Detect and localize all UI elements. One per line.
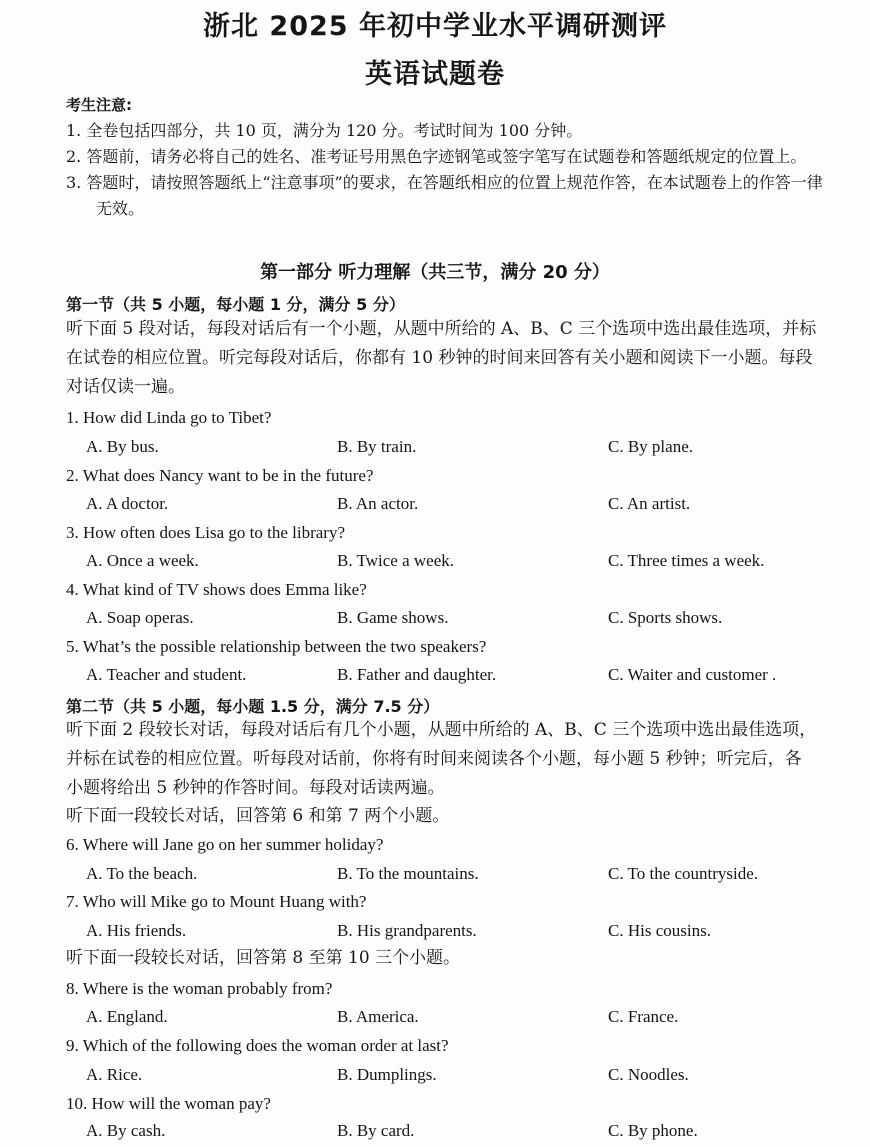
question-9: 9. Which of the following does the woman order at last? bbox=[66, 1036, 449, 1055]
option-a: A. To the beach. bbox=[86, 864, 198, 883]
option-b: B. Twice a week. bbox=[337, 551, 454, 570]
notice-item: 1. 全卷包括四部分，共 10 页，满分为 120 分。考试时间为 100 分钟。 bbox=[66, 121, 583, 140]
exam-subtitle: 英语试题卷 bbox=[365, 59, 505, 90]
option-b: B. To the mountains. bbox=[337, 864, 479, 883]
option-b: B. An actor. bbox=[337, 494, 419, 513]
question-8: 8. Where is the woman probably from? bbox=[66, 979, 333, 998]
option-a: A. Once a week. bbox=[86, 551, 199, 570]
option-b: B. America. bbox=[337, 1007, 419, 1026]
dialog-note-1: 听下面一段较长对话，回答第 6 和第 7 两个小题。 bbox=[66, 806, 450, 826]
question-2: 2. What does Nancy want to be in the future? bbox=[66, 466, 374, 485]
option-c: C. Waiter and customer . bbox=[608, 665, 777, 684]
option-a: A. England. bbox=[86, 1007, 168, 1026]
section2-instructions: 听下面 2 段较长对话，每段对话后有几个小题，从题中所给的 A、B、C 三个选项中选出最佳选项，并标在试卷的相应位置。听每段对话前，你将有时间来阅读各个小题，每小题 5 秒钟；听完后，各小题将给出 5 秒钟的作答时间。每段对话读两遍。 bbox=[66, 720, 817, 798]
section1-instructions: 听下面 5 段对话，每段对话后有一个小题，从题中所给的 A、B、C 三个选项中选出最佳选项，并标在试卷的相应位置。听完每段对话后，你都有 10 秒钟的时间来回答有关小题和阅读下一小题。每段对话仅读一遍。 bbox=[66, 319, 817, 397]
option-a: A. A doctor. bbox=[86, 494, 169, 513]
dialog-note-2: 听下面一段较长对话，回答第 8 至第 10 三个小题。 bbox=[66, 948, 461, 968]
question-3: 3. How often does Lisa go to the library? bbox=[66, 523, 346, 542]
notice-item: 3. 答题时，请按照答题纸上“注意事项”的要求，在答题纸相应的位置上规范作答，在本试题卷上的作答一律无效。 bbox=[66, 173, 823, 218]
option-c: C. Three times a week. bbox=[608, 551, 765, 570]
option-a: A. By bus. bbox=[86, 437, 159, 456]
option-b: B. Dumplings. bbox=[337, 1065, 437, 1084]
option-a: A. By cash. bbox=[86, 1121, 166, 1140]
option-c: C. His cousins. bbox=[608, 921, 711, 940]
question-5: 5. What’s the possible relationship between the two speakers? bbox=[66, 637, 487, 656]
option-b: B. Father and daughter. bbox=[337, 665, 497, 684]
question-7: 7. Who will Mike go to Mount Huang with? bbox=[66, 892, 367, 911]
option-a: A. Soap operas. bbox=[86, 608, 194, 627]
question-10: 10. How will the woman pay? bbox=[66, 1094, 271, 1113]
option-c: C. To the countryside. bbox=[608, 864, 759, 883]
question-6: 6. Where will Jane go on her summer holiday? bbox=[66, 835, 384, 854]
option-c: C. By plane. bbox=[608, 437, 693, 456]
option-b: B. Game shows. bbox=[337, 608, 449, 627]
section1-heading: 第一节（共 5 小题，每小题 1 分，满分 5 分） bbox=[66, 295, 405, 314]
option-c: C. By phone. bbox=[608, 1121, 698, 1140]
option-b: B. His grandparents. bbox=[337, 921, 477, 940]
candidate-notice bbox=[66, 92, 826, 222]
option-b: B. By train. bbox=[337, 437, 417, 456]
section2-heading: 第二节（共 5 小题，每小题 1.5 分，满分 7.5 分） bbox=[66, 697, 440, 716]
option-a: A. Rice. bbox=[86, 1065, 143, 1084]
notice-item: 2. 答题前，请务必将自己的姓名、准考证号用黑色字迹钢笔或签字笔写在试题卷和答题纸规定的位置上。 bbox=[66, 147, 807, 166]
option-b: B. By card. bbox=[337, 1121, 415, 1140]
option-a: A. His friends. bbox=[86, 921, 187, 940]
option-c: C. Sports shows. bbox=[608, 608, 723, 627]
option-c: C. Noodles. bbox=[608, 1065, 689, 1084]
notice-heading: 考生注意: bbox=[66, 96, 132, 114]
option-c: C. An artist. bbox=[608, 494, 691, 513]
option-a: A. Teacher and student. bbox=[86, 665, 247, 684]
part1-title: 第一部分 听力理解（共三节，满分 20 分） bbox=[260, 262, 610, 283]
question-4: 4. What kind of TV shows does Emma like? bbox=[66, 580, 367, 599]
option-c: C. France. bbox=[608, 1007, 679, 1026]
question-1: 1. How did Linda go to Tibet? bbox=[66, 408, 272, 427]
exam-title: 浙北 2025 年初中学业水平调研测评 bbox=[203, 11, 667, 42]
